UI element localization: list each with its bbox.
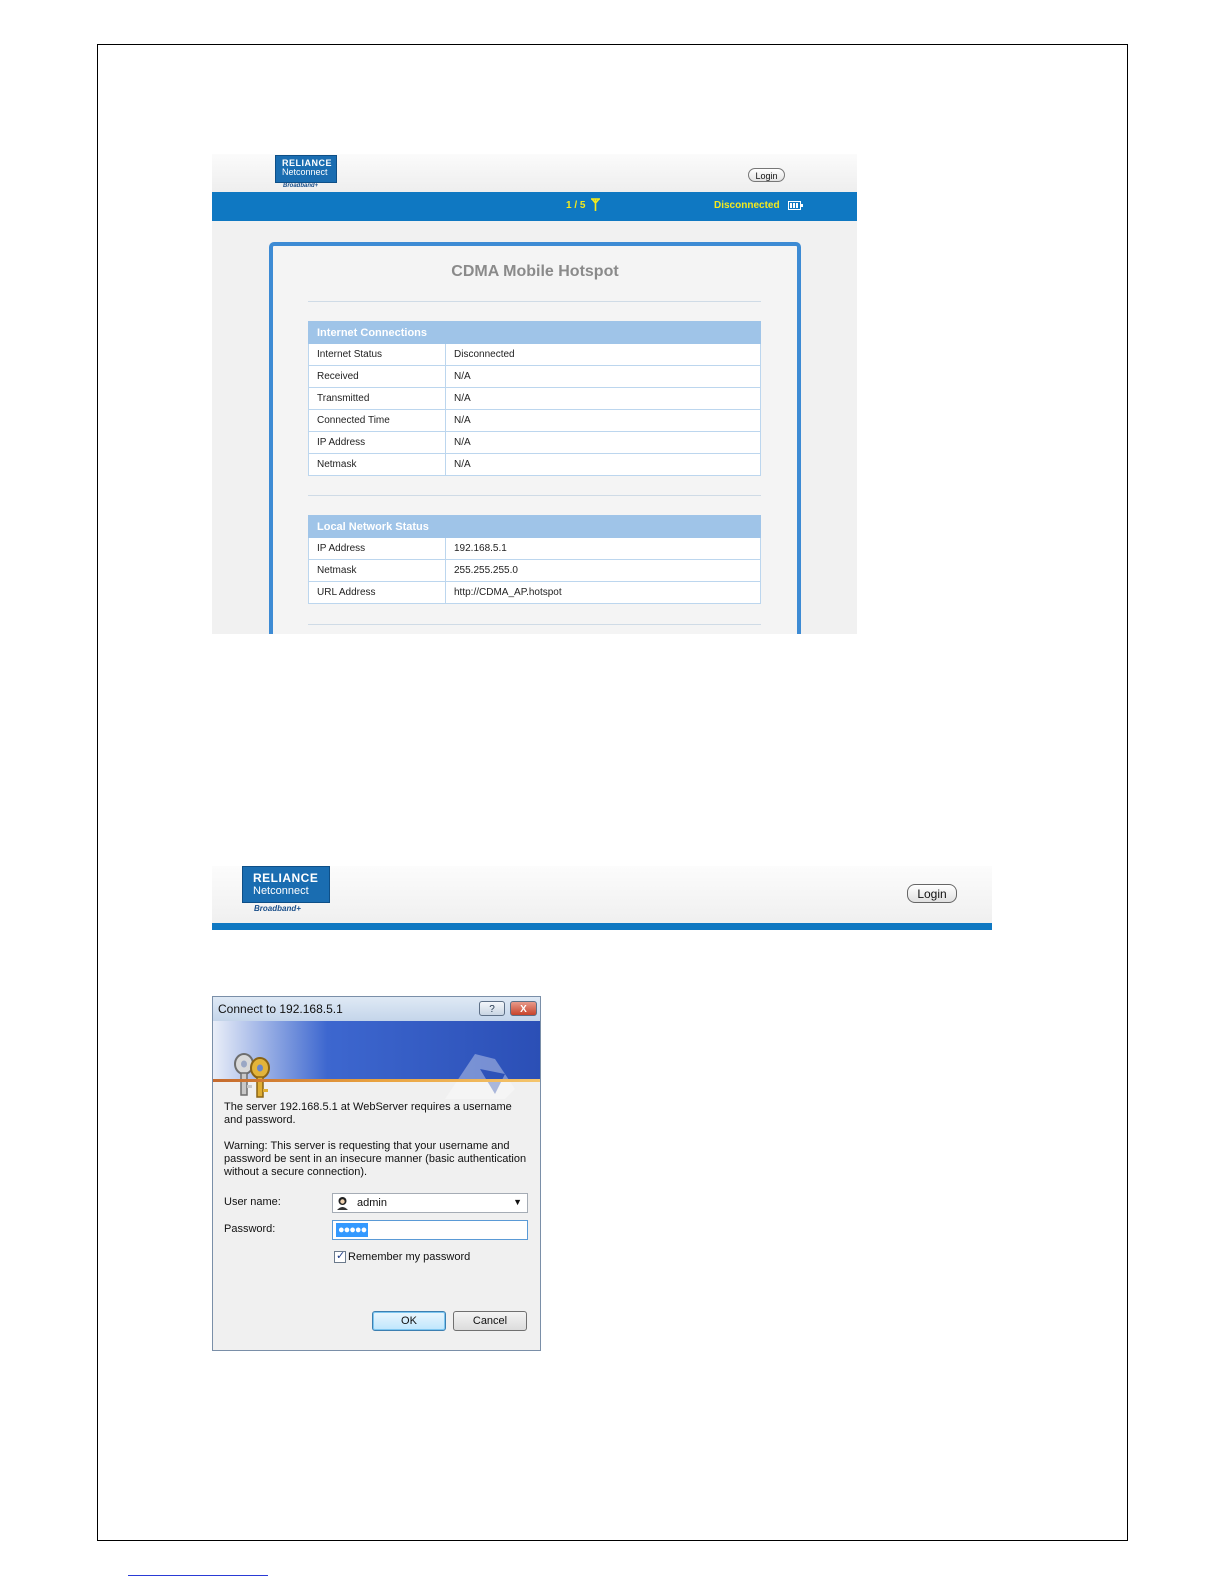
password-value: ●●●●●	[338, 1224, 367, 1236]
header-bar	[212, 923, 992, 930]
connection-status: Disconnected	[714, 200, 780, 211]
divider	[308, 495, 761, 496]
logo-line1: RELIANCE	[282, 158, 333, 168]
page-title: CDMA Mobile Hotspot	[451, 263, 619, 280]
row-value: http://CDMA_AP.hotspot	[446, 582, 761, 604]
row-value: N/A	[446, 410, 761, 432]
battery-icon	[788, 201, 801, 210]
remember-label[interactable]: Remember my password	[348, 1251, 471, 1263]
signal-strength: 1 / 5	[566, 200, 586, 211]
remember-checkbox[interactable]	[334, 1251, 346, 1263]
table-row	[309, 454, 761, 476]
cancel-button[interactable]: Cancel	[453, 1311, 527, 1331]
password-label: Password:	[224, 1223, 276, 1235]
divider	[308, 624, 761, 625]
dialog-banner	[213, 1021, 540, 1079]
user-icon	[336, 1196, 349, 1210]
header	[212, 154, 857, 192]
hotspot-status-screenshot	[212, 154, 857, 634]
row-value: N/A	[446, 432, 761, 454]
antenna-icon	[590, 198, 601, 212]
row-label: Netmask	[309, 454, 446, 476]
close-button[interactable]: X	[510, 1001, 537, 1016]
banner-accent	[213, 1079, 540, 1082]
table-row	[309, 366, 761, 388]
row-value: Disconnected	[446, 344, 761, 366]
row-label: IP Address	[309, 432, 446, 454]
row-value: N/A	[446, 366, 761, 388]
logo-tagline: Broadband+	[283, 183, 319, 189]
table-row	[309, 432, 761, 454]
dialog-titlebar	[213, 997, 540, 1021]
local-network-table	[308, 515, 761, 604]
row-label: Internet Status	[309, 344, 446, 366]
row-value: N/A	[446, 454, 761, 476]
logo-line2: Netconnect	[282, 167, 328, 177]
divider	[308, 301, 761, 302]
login-button[interactable]: Login	[748, 168, 785, 182]
dialog-message: The server 192.168.5.1 at WebServer requires a username and password.	[224, 1101, 512, 1126]
reliance-logo	[242, 866, 330, 903]
table-row	[309, 388, 761, 410]
banner-decoration	[435, 1049, 527, 1101]
table-header: Local Network Status	[309, 516, 761, 538]
chevron-down-icon[interactable]: ▼	[513, 1197, 522, 1207]
table-row	[309, 344, 761, 366]
auth-dialog	[212, 996, 541, 1351]
login-button[interactable]: Login	[907, 884, 957, 903]
username-label: User name:	[224, 1196, 281, 1208]
checkmark-icon: ✓	[336, 1250, 346, 1262]
help-button[interactable]: ?	[479, 1001, 505, 1016]
ok-button[interactable]: OK	[372, 1311, 446, 1331]
keys-icon	[227, 1051, 277, 1099]
footer-link-line	[128, 1575, 268, 1576]
table-row	[309, 538, 761, 560]
logo-line2: Netconnect	[253, 885, 309, 897]
status-bar	[212, 192, 857, 221]
row-value: 192.168.5.1	[446, 538, 761, 560]
table-row	[309, 410, 761, 432]
reliance-logo	[275, 155, 337, 183]
dialog-warning: Warning: This server is requesting that your username and password be sent in an insecure manner (basic authentication without a secure connection).	[224, 1140, 527, 1178]
row-label: Transmitted	[309, 388, 446, 410]
row-label: Netmask	[309, 560, 446, 582]
password-field[interactable]	[332, 1220, 528, 1240]
dialog-title: Connect to 192.168.5.1	[218, 1002, 343, 1016]
row-label: URL Address	[309, 582, 446, 604]
row-label: Connected Time	[309, 410, 446, 432]
row-value: N/A	[446, 388, 761, 410]
username-combo[interactable]	[332, 1193, 528, 1213]
logo-line1: RELIANCE	[253, 871, 319, 885]
row-label: Received	[309, 366, 446, 388]
username-value: admin	[357, 1197, 387, 1209]
table-row	[309, 560, 761, 582]
status-panel	[269, 242, 801, 634]
row-value: 255.255.255.0	[446, 560, 761, 582]
table-row	[309, 582, 761, 604]
table-header: Internet Connections	[309, 322, 761, 344]
internet-connections-table	[308, 321, 761, 476]
row-label: IP Address	[309, 538, 446, 560]
login-header-screenshot	[212, 866, 992, 930]
logo-tagline: Broadband+	[254, 904, 301, 913]
